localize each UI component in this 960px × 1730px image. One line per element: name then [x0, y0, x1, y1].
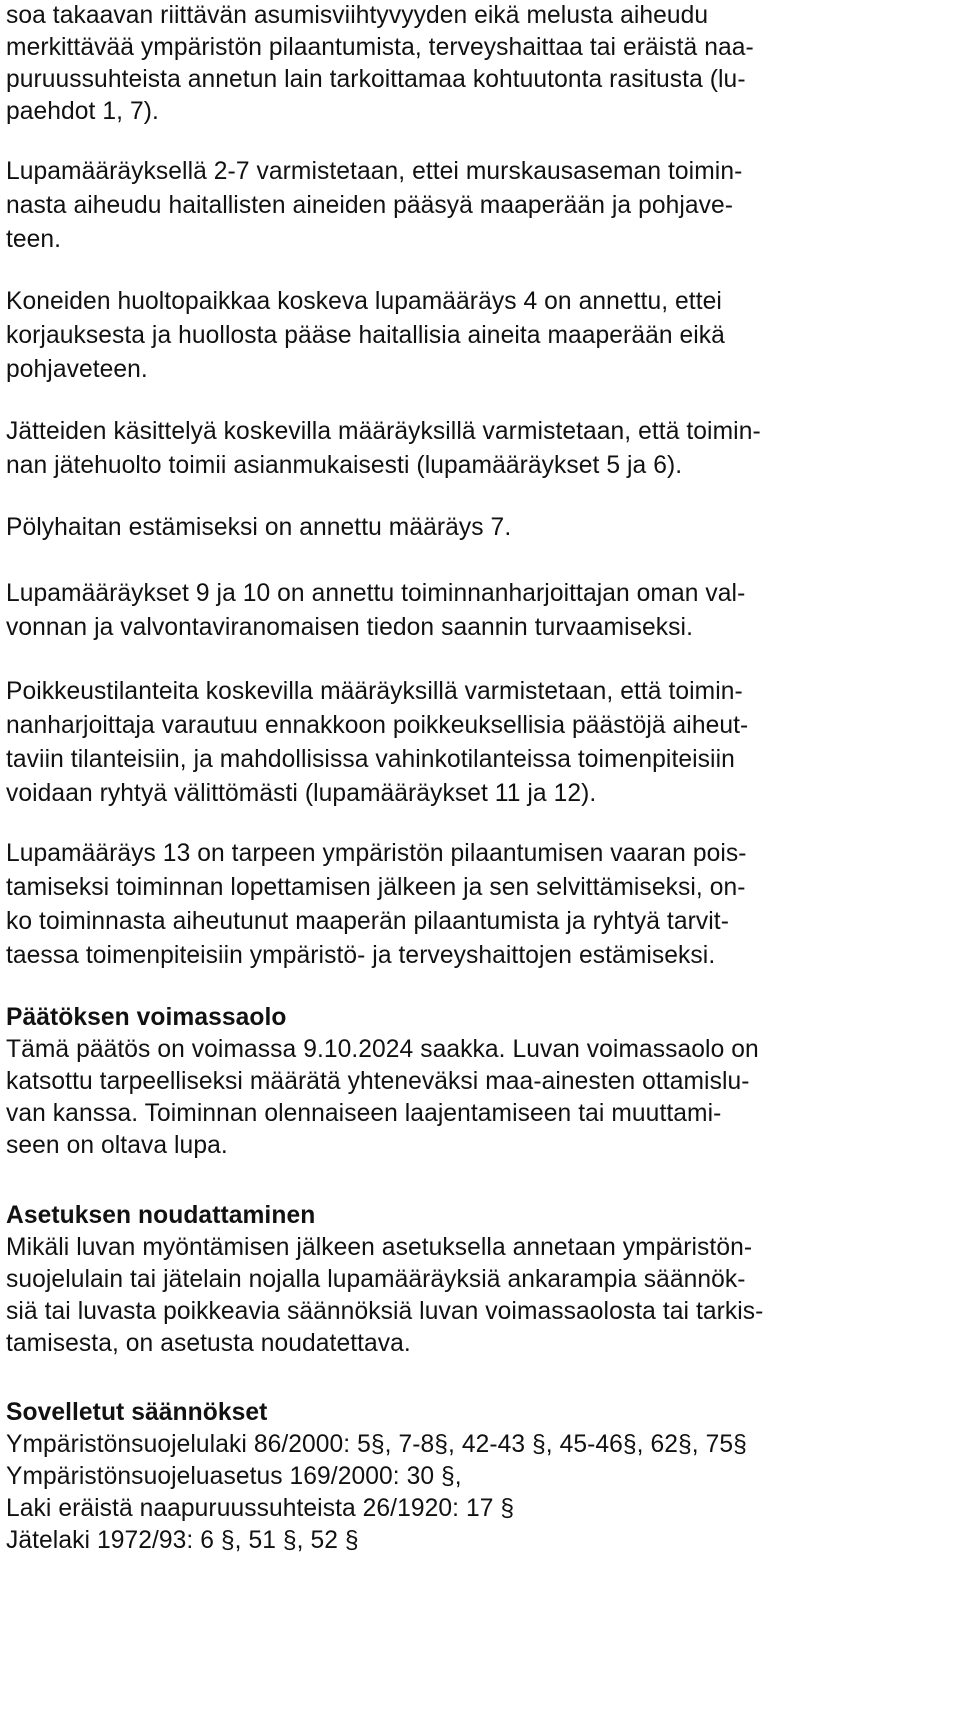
text-line: Koneiden huoltopaikkaa koskeva lupamääräys 4 on annettu, ettei [6, 288, 722, 315]
section-heading: Päätöksen voimassaolo [6, 1004, 287, 1031]
text-line: Laki eräistä naapuruussuhteista 26/1920: 17 § [6, 1495, 515, 1522]
text-line: nan jätehuolto toimii asianmukaisesti (lupamääräykset 5 ja 6). [6, 452, 683, 479]
text-line: katsottu tarpeelliseksi määrätä yhteneväksi maa-ainesten ottamislu- [6, 1068, 750, 1095]
text-line: tamiseksi toiminnan lopettamisen jälkeen ja sen selvittämiseksi, on- [6, 874, 746, 901]
text-line: Jätteiden käsittelyä koskevilla määräyksillä varmistetaan, että toimin- [6, 418, 761, 445]
text-line: Tämä päätös on voimassa 9.10.2024 saakka. Luvan voimassaolo on [6, 1036, 759, 1063]
text-line: Jätelaki 1972/93: 6 §, 51 §, 52 § [6, 1527, 359, 1554]
text-line: paehdot 1, 7). [6, 98, 159, 125]
text-line: korjauksesta ja huollosta pääse haitallisia aineita maaperään eikä [6, 322, 725, 349]
text-line: ko toiminnasta aiheutunut maaperän pilaantumista ja ryhtyä tarvit- [6, 908, 729, 935]
text-line: merkittävää ympäristön pilaantumista, terveyshaittaa tai eräistä naa- [6, 34, 754, 61]
text-line: nanharjoittaja varautuu ennakkoon poikkeuksellisia päästöjä aiheut- [6, 712, 749, 739]
text-line: van kanssa. Toiminnan olennaiseen laajentamiseen tai muuttami- [6, 1100, 722, 1127]
text-line: voidaan ryhtyä välittömästi (lupamääräykset 11 ja 12). [6, 780, 597, 807]
text-line: Lupamääräykset 9 ja 10 on annettu toiminnanharjoittajan oman val- [6, 580, 746, 607]
text-line: nasta aiheudu haitallisten aineiden pääsyä maaperään ja pohjave- [6, 192, 734, 219]
text-line: Ympäristönsuojeluasetus 169/2000: 30 §, [6, 1463, 462, 1490]
text-line: taviin tilanteisiin, ja mahdollisissa vahinkotilanteissa toimenpiteisiin [6, 746, 735, 773]
text-line: seen on oltava lupa. [6, 1132, 228, 1159]
text-line: taessa toimenpiteisiin ympäristö- ja terveyshaittojen estämiseksi. [6, 942, 716, 969]
text-line: Lupamääräyksellä 2-7 varmistetaan, ettei murskausaseman toimin- [6, 158, 743, 185]
text-line: vonnan ja valvontaviranomaisen tiedon saannin turvaamiseksi. [6, 614, 693, 641]
text-line: tamisesta, on asetusta noudatettava. [6, 1330, 411, 1357]
text-line: siä tai luvasta poikkeavia säännöksiä luvan voimassaolosta tai tarkis- [6, 1298, 764, 1325]
text-line: suojelulain tai jätelain nojalla lupamääräyksiä ankarampia säännök- [6, 1266, 746, 1293]
text-line: Mikäli luvan myöntämisen jälkeen asetuksella annetaan ympäristön- [6, 1234, 753, 1261]
text-line: Poikkeustilanteita koskevilla määräyksillä varmistetaan, että toimin- [6, 678, 743, 705]
section-heading: Asetuksen noudattaminen [6, 1202, 316, 1229]
text-line: teen. [6, 226, 62, 253]
text-line: puruussuhteista annetun lain tarkoittamaa kohtuutonta rasitusta (lu- [6, 66, 746, 93]
text-line: Ympäristönsuojelulaki 86/2000: 5§, 7-8§, 42-43 §, 45-46§, 62§, 75§ [6, 1431, 747, 1458]
text-line: Lupamääräys 13 on tarpeen ympäristön pilaantumisen vaaran pois- [6, 840, 747, 867]
text-line: pohjaveteen. [6, 356, 148, 383]
text-line: soa takaavan riittävän asumisviihtyvyyden eikä melusta aiheudu [6, 2, 709, 29]
text-line: Pölyhaitan estämiseksi on annettu määräys 7. [6, 514, 512, 541]
section-heading: Sovelletut säännökset [6, 1399, 268, 1426]
